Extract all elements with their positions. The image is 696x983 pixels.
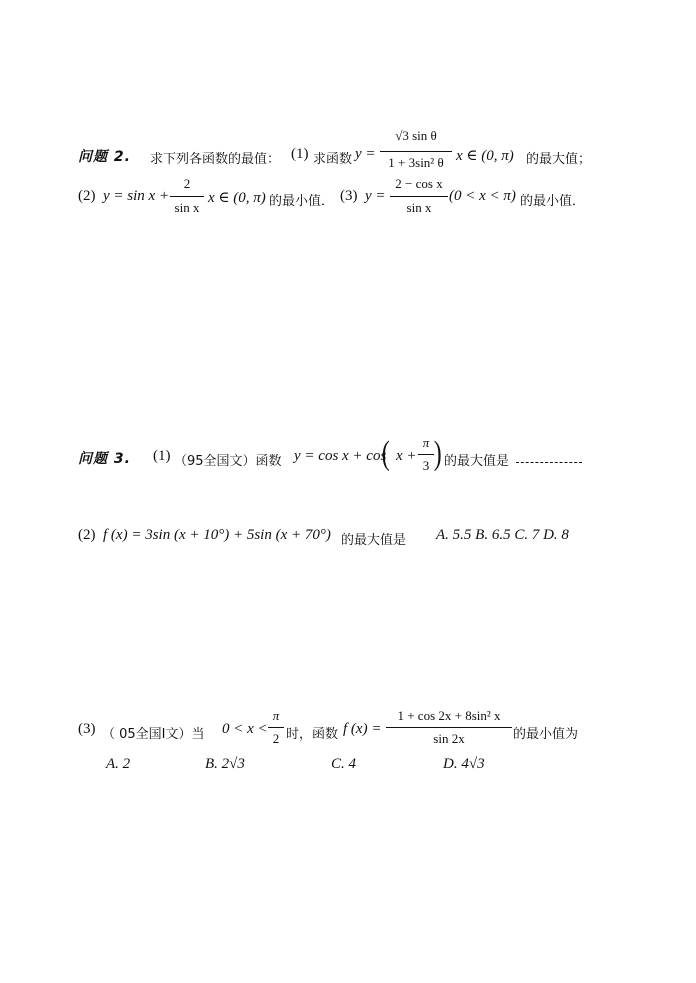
close-paren: ) — [433, 435, 442, 472]
fraction-bar — [380, 151, 452, 152]
part-3-ask: 的最小值． — [520, 194, 586, 209]
part-1-ask: 的最大值； — [526, 152, 592, 167]
question-3-label: (3) — [78, 721, 96, 737]
question-1-source: （95全国文）函数 — [174, 454, 282, 469]
question-3-source: （ 05全国Ⅰ文）当 — [102, 727, 205, 742]
fraction-bar — [268, 727, 284, 728]
question-2-ask: 的最大值是 — [341, 533, 407, 548]
fraction-bar — [390, 196, 448, 197]
question-2-options: A. 5.5 B. 6.5 C. 7 D. 8 — [436, 527, 569, 543]
fraction-bar — [418, 454, 434, 455]
open-paren: ( — [381, 435, 390, 472]
part-1-text: 求函数 — [313, 152, 353, 167]
fraction-denominator: 1 + 3sin² θ — [388, 155, 444, 170]
question-1-label: (1) — [153, 448, 171, 464]
fraction-numerator: √3 sin θ — [395, 128, 437, 143]
fraction-denominator: 2 — [272, 731, 280, 746]
part-1-fraction — [380, 128, 452, 176]
question-3-cond: 0 < x < — [222, 721, 268, 737]
option-c[interactable]: C. 4 — [331, 756, 357, 772]
question-3-fraction — [386, 708, 512, 752]
question-1-ask: 的最大值是 — [444, 454, 510, 469]
question-2-expr: f (x) = 3sin (x + 10°) + 5sin (x + 70°) — [103, 527, 331, 543]
part-2-expr: y = sin x + — [103, 188, 170, 204]
question-1-fraction — [418, 435, 434, 479]
fraction-denominator: sin x — [174, 200, 200, 215]
part-1-domain: x ∈ (0, π) — [456, 148, 514, 164]
question-3-ask: 的最小值为 — [513, 727, 579, 742]
fraction-denominator: sin x — [406, 200, 432, 215]
fraction-bar — [170, 196, 204, 197]
question-1-inner: x + — [396, 448, 417, 464]
fraction-denominator: sin 2x — [433, 731, 465, 746]
fraction-bar — [386, 727, 512, 728]
part-2-ask: 的最小值． — [269, 194, 335, 209]
part-1-y: y = — [355, 146, 376, 162]
part-3-domain: (0 < x < π) — [449, 188, 516, 204]
question-3-cond-fraction — [268, 708, 284, 752]
question-2-label: (2) — [78, 527, 96, 543]
part-3-fraction — [390, 176, 448, 220]
problem-2-title: 问题 2. — [78, 149, 131, 165]
problem-3-title: 问题 3. — [78, 451, 131, 467]
option-a[interactable]: A. 2 — [106, 756, 131, 772]
part-1-label: (1) — [291, 146, 309, 162]
fraction-numerator: π — [272, 708, 280, 723]
problem-2-intro: 求下列各函数的最值： — [150, 152, 281, 167]
fraction-numerator: 2 − cos x — [395, 176, 443, 191]
part-2-domain: x ∈ (0, π) — [208, 190, 266, 206]
question-3-f: f (x) = — [343, 721, 382, 737]
fraction-numerator: 1 + cos 2x + 8sin² x — [397, 708, 501, 723]
part-2-fraction — [170, 176, 204, 220]
part-3-label: (3) — [340, 188, 358, 204]
question-1-expr: y = cos x + cos — [294, 448, 387, 464]
answer-blank[interactable] — [516, 462, 582, 463]
fraction-denominator: 3 — [422, 458, 430, 473]
question-3-when: 时，函数 — [286, 727, 339, 742]
fraction-numerator: π — [422, 435, 430, 450]
option-d[interactable]: D. 4√3 — [443, 756, 485, 772]
part-2-label: (2) — [78, 188, 96, 204]
fraction-numerator: 2 — [183, 176, 191, 191]
part-3-y: y = — [365, 188, 386, 204]
option-b[interactable]: B. 2√3 — [205, 756, 245, 772]
